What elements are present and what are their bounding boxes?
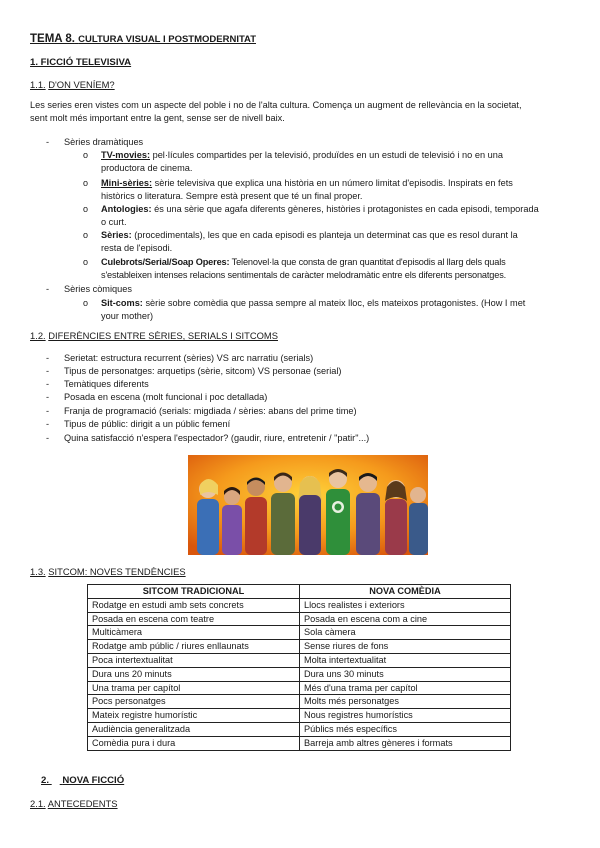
table-header-new: NOVA COMÈDIA xyxy=(300,585,511,599)
cast-photo-illustration xyxy=(188,455,428,555)
table-row xyxy=(88,681,511,695)
table-header-row xyxy=(88,585,511,599)
section-2-heading: 2. NOVA FICCIÓ xyxy=(41,775,125,786)
table-cell: Més d'una trama per capítol xyxy=(300,681,511,695)
table-row xyxy=(88,653,511,667)
table-cell: Posada en escena com teatre xyxy=(88,612,300,626)
section-1-heading: 1. FICCIÓ TELEVISIVA xyxy=(30,57,132,68)
table-row xyxy=(88,667,511,681)
table-cell: Dura uns 30 minuts xyxy=(300,667,511,681)
table-row xyxy=(88,695,511,709)
table-cell: Posada en escena com a cine xyxy=(300,612,511,626)
table-row xyxy=(88,709,511,723)
table-cell: Multicàmera xyxy=(88,626,300,640)
table-cell: Públics més específics xyxy=(300,722,511,736)
table-row xyxy=(88,736,511,750)
table-cell: Rodatge en estudi amb sets concrets xyxy=(88,598,300,612)
section-1-3-heading: 1.3. SITCOM: NOVES TENDÈNCIES xyxy=(30,566,186,577)
table-row xyxy=(88,640,511,654)
table-cell: Rodatge amb públic / riures enllaunats xyxy=(88,640,300,654)
table-row xyxy=(88,626,511,640)
table-cell: Molts més personatges xyxy=(300,695,511,709)
table-cell: Dura uns 20 minuts xyxy=(88,667,300,681)
table-cell: Llocs realistes i exteriors xyxy=(300,598,511,612)
document-title: TEMA 8. CULTURA VISUAL I POSTMODERNITAT xyxy=(30,33,257,45)
table-cell: Nous registres humorístics xyxy=(300,709,511,723)
table-cell: Una trama per capítol xyxy=(88,681,300,695)
table-cell: Molta intertextualitat xyxy=(300,653,511,667)
sitcom-comparison-table xyxy=(87,584,511,751)
table-header-traditional: SITCOM TRADICIONAL xyxy=(88,585,300,599)
table-cell: Sense riures de fons xyxy=(300,640,511,654)
section-2-1-heading: 2.1. ANTECEDENTS xyxy=(30,798,118,809)
intro-paragraph: Les series eren vistes com un aspecte del poble i no de l'alta cultura. Comença un augment de rellevància en la societat, sent molt més important entre la gent, sense ser de nivell baix. xyxy=(30,100,522,123)
table-cell: Poca intertextualitat xyxy=(88,653,300,667)
table-row xyxy=(88,722,511,736)
table-cell: Pocs personatges xyxy=(88,695,300,709)
table-cell: Comèdia pura i dura xyxy=(88,736,300,750)
table-cell: Mateix registre humorístic xyxy=(88,709,300,723)
document-page: TEMA 8. CULTURA VISUAL I POSTMODERNITAT 1. FICCIÓ TELEVISIVA 1.1. D'ON VENÍEM? Les series eren vistes com un aspecte del poble i no de l'alta cultura. Comença un augment de rellevància en la societat, sent molt més important entre la gent, sense ser de nivell baix. - Sèries dramàtiques o TV-movies: pel·lícules compartides per la televisió, produïdes en un estudi de televisió i no en una productora de cinema. o Mini-sèries: sèrie televisiva que explica una història en un número limitat d'episodis. Inspirats en fets històrics o literatura. Sempre està present que té un final proper. o Antologies: és una sèrie que agafa diferents gèneres, històries i protagonistes en cada episodi, temporada o curt. o Sèries: (procedimentals), les que en cada episodi es planteja un determinat cas que es resol durant la resta de l'episodi. o Culebrots/Serial/Soap Operes: Telenovel·la que consta de gran quantitat d'episodis al llarg dels quals s'estableixen intenses relacions sentimentals de caràcter melodramàtic entre els diferents personatges. - Sèries còmiques o Sit-coms: sèrie sobre comèdia que passa sempre al mateix lloc, els mateixos protagonistes. (How I met your mother) 1.2. DIFERÈNCIES ENTRE SÈRIES, SERIALS I SITCOMS - Serietat: estructura recurrent (sèries) VS arc narratiu (serials) - Tipus de personatges: arquetips (sèrie, sitcom) VS personae (serial) - Temàtiques diferents - Posada en escena (molt funcional i poc detallada) - Franja de programació (serials: migdiada / sèries: abans del prime time) - Tipus de públic: dirigit a un públic femení - Quina satisfacció n'espera l'espectador? (gaudir, riure, entretenir / "patir"...) 1.3. SITCOM: NOVES TENDÈNCIES SITCOM TRADICIONAL NOVA COMÈDIA Rodatge en estudi amb sets concrets Llocs realistes i exteriors Posada en escena com teatre Posada en escena com a cine Multicàmera Sola càmera Rodatge amb públic / riures enllaunats Sense riures de fons Poca intertextualitat Molta intertextualitat Dura uns 20 minuts Dura uns 30 minuts Una trama per capítol Més d'una trama per capítol Pocs personatges Molts més personatges Mateix registre humorístic Nous registres humorístics Audiència generalitzada Públics més específics Comèdia pura i dura Barreja amb altres gèneres i formats 2. NOVA FICCIÓ 2.1. ANTECEDENTS xyxy=(0,0,600,848)
cast-photo xyxy=(188,455,428,555)
table-cell: Barreja amb altres gèneres i formats xyxy=(300,736,511,750)
document-subtitle: CULTURA VISUAL I POSTMODERNITAT xyxy=(78,34,257,45)
table-cell: Sola càmera xyxy=(300,626,511,640)
table-row xyxy=(88,612,511,626)
section-1-2-heading: 1.2. DIFERÈNCIES ENTRE SÈRIES, SERIALS I SITCOMS xyxy=(30,330,278,341)
table-row xyxy=(88,598,511,612)
section-1-1-heading: 1.1. D'ON VENÍEM? xyxy=(30,79,115,90)
table-cell: Audiència generalitzada xyxy=(88,722,300,736)
